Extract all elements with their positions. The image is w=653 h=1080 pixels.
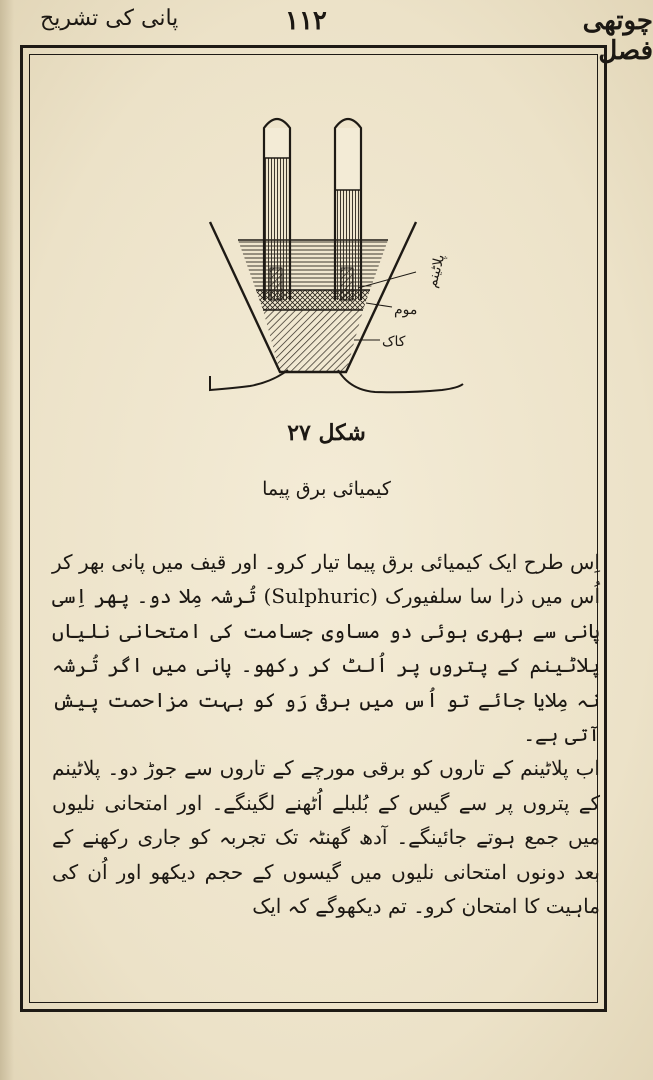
chapter-title: چوتھی فصل	[582, 6, 653, 66]
cork-plug	[263, 310, 363, 372]
left-test-tube	[264, 119, 290, 300]
right-wire	[338, 370, 463, 392]
cork-label: کاک	[382, 334, 406, 350]
left-wire	[210, 370, 288, 390]
page-number: ۱۱۲	[285, 6, 327, 36]
section-title: پانی کی تشریح	[40, 6, 179, 31]
liquid	[238, 240, 388, 290]
wax-label: موم	[394, 302, 418, 318]
running-header	[0, 0, 653, 66]
paragraph: اِس طرح ایک کیمیائی برق پیما تیار کرو۔ اور قیف میں پانی بھر کر اُس میں ذرا سا سلفیورک (Sulphuric) تُرشہ مِلا دو۔ پھر اِسی پانی سے بھری ہوئی دو مساوی جسامت کی امتحانی نلیاں پلاٹینم کے پتروں پر اُلٹ کر رکھو۔ پانی میں اگر تُرشہ نہ مِلایا جائے تو اُس میں برقی رَو کو بہت مزاحمت پیش آتی ہے۔	[52, 550, 600, 747]
voltameter-illustration	[180, 100, 490, 410]
body-text	[52, 545, 600, 923]
right-test-tube	[335, 119, 361, 300]
platinum-label: پلاٹینم	[424, 252, 449, 290]
paragraph: اب پلاٹینم کے تاروں کو برقی مورچے کے تاروں سے جوڑ دو۔ پلاٹینم کے پتروں پر سے گیس کے بُلبلے اُٹھنے لگینگے۔ اور امتحانی نلیوں میں جمع ہوتے جائینگے۔ آدھ گھنٹہ تک تجربہ کو جاری رکھنے کے بعد دونوں امتحانی نلیوں میں گیسوں کے حجم دیکھو اور اُن کی ماہیت کا امتحان کرو۔ تم دیکھوگے کہ ایک	[52, 756, 600, 919]
figure-caption: شکل ۲۷	[287, 420, 366, 446]
figure-title: کیمیائی برق پیما	[262, 478, 391, 500]
voltameter-figure	[180, 100, 490, 410]
binding-shadow	[0, 0, 14, 1080]
